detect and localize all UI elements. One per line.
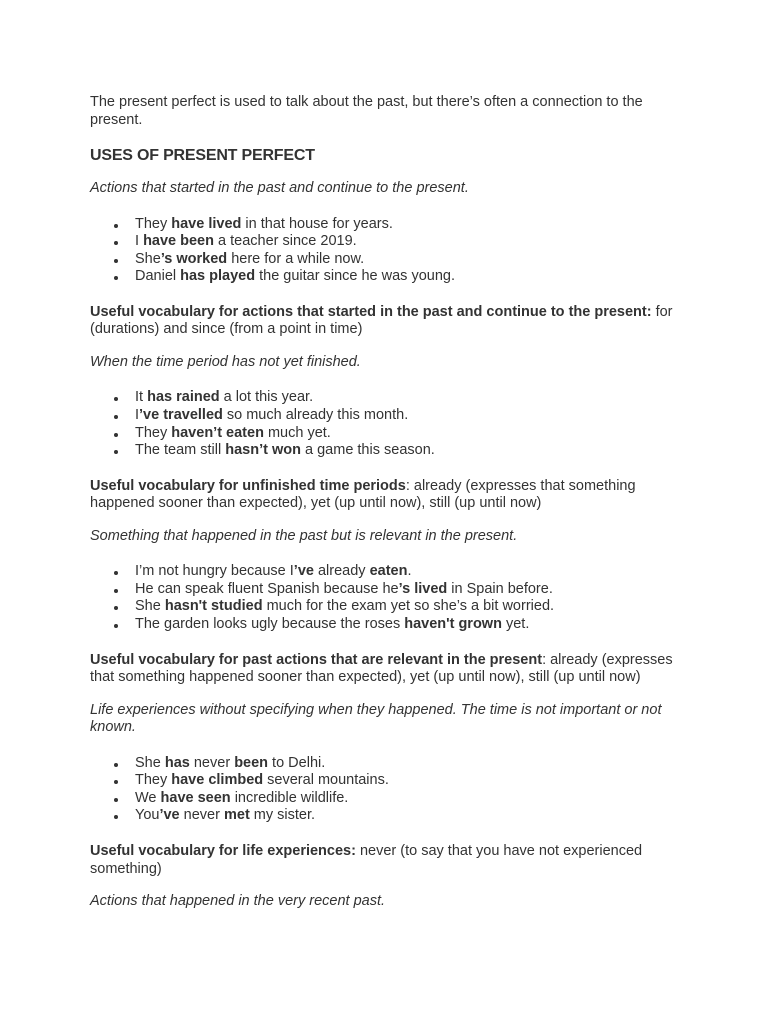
bold-text: hasn’t won bbox=[225, 442, 301, 459]
text-run: I bbox=[135, 233, 144, 250]
intro-paragraph: The present perfect is used to talk about the past, but there’s often a connection to the present. bbox=[90, 94, 643, 128]
text-run: yet. bbox=[501, 616, 530, 633]
bold-text: been bbox=[234, 754, 269, 771]
bold-text: ’ve bbox=[159, 807, 180, 824]
text-run: : already (expresses that something happened sooner than expected), yet (up until now), still (up until now) bbox=[90, 477, 636, 512]
text-run: incredible wildlife. bbox=[230, 789, 349, 806]
bold-text: Useful vocabulary for past actions that are relevant in the present bbox=[90, 651, 543, 668]
text-run: for (durations) and since (from a point in time) bbox=[90, 303, 673, 338]
document-page bbox=[90, 94, 680, 929]
text-run: They bbox=[135, 215, 172, 232]
text-run: much yet. bbox=[263, 424, 331, 441]
example-list bbox=[90, 755, 680, 825]
list-item bbox=[135, 233, 680, 251]
bold-text: haven’t eaten bbox=[171, 424, 264, 441]
text-run: never (to say that you have not experienced something) bbox=[90, 843, 643, 877]
bold-text: have been bbox=[143, 233, 214, 250]
text-run: already bbox=[313, 563, 370, 580]
text-run: The team still bbox=[135, 442, 226, 459]
list-item bbox=[135, 581, 680, 599]
list-item bbox=[135, 807, 680, 825]
bold-text: met bbox=[223, 807, 250, 824]
list-item bbox=[135, 442, 680, 460]
bold-text: has rained bbox=[147, 389, 220, 406]
list-item bbox=[135, 563, 680, 581]
bold-text: ’s lived bbox=[398, 580, 448, 597]
list-item bbox=[135, 755, 680, 773]
bold-text: hasn't studied bbox=[164, 598, 263, 615]
example-list bbox=[90, 216, 680, 286]
list-item bbox=[135, 268, 680, 286]
section-heading: USES OF PRESENT PERFECT bbox=[90, 147, 315, 164]
useful-vocabulary bbox=[90, 652, 680, 687]
text-run: She bbox=[135, 754, 165, 771]
list-item bbox=[135, 616, 680, 634]
text-run: a lot this year. bbox=[219, 389, 314, 406]
text-run: I’m not hungry because I bbox=[135, 563, 294, 580]
bold-text: ’ve bbox=[293, 563, 314, 580]
bold-text: has played bbox=[180, 268, 256, 285]
use-description: Life experiences without specifying when they happened. The time is not important or not known. bbox=[90, 701, 662, 736]
list-item bbox=[135, 772, 680, 790]
text-run: You bbox=[135, 807, 160, 824]
bold-text: haven't grown bbox=[404, 616, 502, 633]
list-item bbox=[135, 251, 680, 269]
text-run: The garden looks ugly because the roses bbox=[135, 616, 405, 633]
list-item bbox=[135, 407, 680, 425]
bold-text: ’s worked bbox=[160, 250, 228, 267]
list-item bbox=[135, 389, 680, 407]
text-run: my sister. bbox=[249, 807, 316, 824]
use-description: Actions that started in the past and continue to the present. bbox=[90, 180, 469, 196]
bold-text: Useful vocabulary for actions that started in the past and continue to the present: bbox=[90, 303, 652, 320]
use-description: When the time period has not yet finished. bbox=[90, 353, 361, 370]
text-run: They bbox=[135, 772, 172, 789]
text-run: Daniel bbox=[135, 268, 181, 285]
text-run: . bbox=[407, 563, 412, 580]
use-description: Something that happened in the past but is relevant in the present. bbox=[90, 527, 518, 544]
text-run: in that house for years. bbox=[241, 215, 393, 232]
text-run: a game this season. bbox=[300, 442, 435, 459]
text-run: She bbox=[135, 598, 165, 615]
text-run: the guitar since he was young. bbox=[255, 268, 455, 285]
example-list bbox=[90, 389, 680, 459]
text-run: never bbox=[179, 807, 224, 824]
example-list bbox=[90, 563, 680, 633]
bold-text: ’ve travelled bbox=[139, 406, 223, 423]
bold-text: have climbed bbox=[171, 772, 264, 789]
bold-text: Useful vocabulary for life experiences: bbox=[90, 843, 356, 859]
useful-vocabulary bbox=[90, 843, 680, 878]
useful-vocabulary bbox=[90, 478, 680, 513]
list-item bbox=[135, 216, 680, 234]
bold-text: eaten bbox=[369, 563, 408, 580]
list-item bbox=[135, 790, 680, 808]
bold-text: have seen bbox=[160, 789, 231, 806]
text-run: She bbox=[135, 250, 161, 267]
text-run: a teacher since 2019. bbox=[213, 233, 357, 250]
uses-sections bbox=[90, 180, 680, 911]
text-run: here for a while now. bbox=[227, 250, 365, 267]
use-description: Actions that happened in the very recent past. bbox=[90, 893, 386, 909]
text-run: They bbox=[135, 424, 172, 441]
text-run: It bbox=[135, 389, 148, 406]
text-run: I bbox=[135, 406, 140, 423]
text-run: never bbox=[189, 754, 235, 771]
bold-text: Useful vocabulary for unfinished time periods bbox=[90, 477, 406, 494]
text-run: : already (expresses that something happened sooner than expected), yet (up until now), still (up until now) bbox=[90, 651, 673, 686]
text-run: much for the exam yet so she’s a bit worried. bbox=[262, 598, 555, 615]
list-item bbox=[135, 598, 680, 616]
text-run: in Spain before. bbox=[447, 580, 553, 597]
text-run: several mountains. bbox=[263, 772, 389, 789]
bold-text: has bbox=[164, 754, 190, 771]
text-run: He can speak fluent Spanish because he bbox=[135, 580, 399, 597]
list-item bbox=[135, 425, 680, 443]
text-run: We bbox=[135, 789, 161, 806]
useful-vocabulary bbox=[90, 304, 680, 339]
text-run: so much already this month. bbox=[222, 406, 409, 423]
text-run: to Delhi. bbox=[268, 754, 326, 771]
bold-text: have lived bbox=[171, 215, 242, 232]
